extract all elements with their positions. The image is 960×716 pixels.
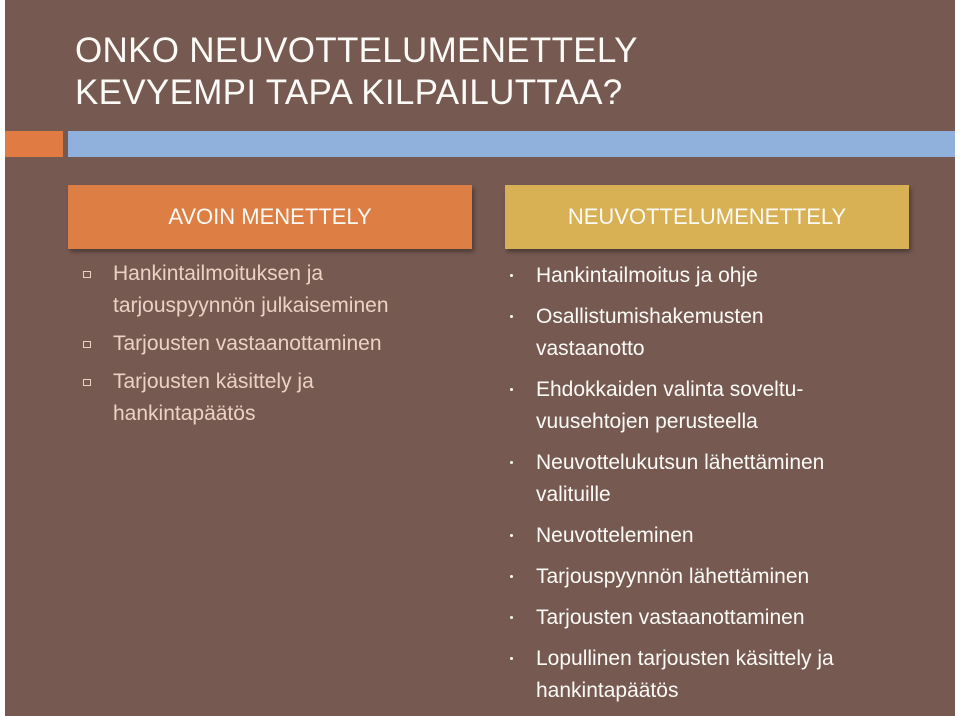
list-item (68, 258, 508, 322)
slide-title-line-1: ONKO NEUVOTTELUMENETTELY (75, 31, 638, 70)
dot-bullet-icon (510, 575, 513, 578)
square-bullet-icon (83, 341, 91, 348)
dot-bullet-icon (510, 657, 513, 660)
list-item-line: Neuvotteleminen (536, 524, 694, 547)
list-item (493, 602, 953, 634)
dot-bullet-icon (510, 388, 513, 391)
list-item-line: Hankintailmoitus ja ohje (536, 264, 758, 287)
slide-title-line-2: KEVYEMPI TAPA KILPAILUTTAA? (75, 73, 623, 112)
avoin-menettely-list (68, 258, 508, 436)
dot-bullet-icon (510, 461, 513, 464)
accent-bar-orange (5, 131, 63, 157)
list-item (493, 561, 953, 593)
list-item-line: Osallistumishakemusten (536, 305, 764, 328)
square-bullet-icon (83, 379, 91, 386)
dot-bullet-icon (510, 534, 513, 537)
dot-bullet-icon (510, 315, 513, 318)
list-item (493, 374, 953, 438)
neuvottelumenettely-header: NEUVOTTELUMENETTELY (505, 185, 909, 249)
neuvottelumenettely-list (493, 260, 953, 716)
list-item-line: Hankintailmoituksen ja (113, 262, 324, 285)
dot-bullet-icon (510, 616, 513, 619)
list-item-line: vastaanotto (536, 337, 645, 360)
list-item-line: vuusehtojen perusteella (536, 410, 758, 433)
list-item-line: hankintapäätös (113, 402, 256, 425)
list-item-line: Tarjousten vastaanottaminen (113, 332, 382, 355)
list-item-line: Tarjouspyynnön lähettäminen (536, 565, 810, 588)
list-item (493, 301, 953, 365)
list-item (493, 643, 953, 707)
list-item-line: Tarjousten vastaanottaminen (536, 606, 805, 629)
list-item-line: Lopullinen tarjousten käsittely ja (536, 647, 834, 670)
list-item-line: tarjouspyynnön julkaiseminen (113, 294, 389, 317)
list-item (493, 447, 953, 511)
square-bullet-icon (83, 271, 91, 278)
list-item-line: valituille (536, 483, 611, 506)
list-item-line: Neuvottelukutsun lähettäminen (536, 451, 825, 474)
slide-title (75, 30, 638, 114)
list-item-line: Tarjousten käsittely ja (113, 370, 314, 393)
list-item (493, 520, 953, 552)
list-item-line: Ehdokkaiden valinta soveltu- (536, 378, 804, 401)
list-item (68, 366, 508, 430)
list-item-line: hankintapäätös (536, 679, 679, 702)
accent-bar-blue (68, 131, 955, 157)
avoin-menettely-header: AVOIN MENETTELY (68, 185, 472, 249)
list-item (493, 260, 953, 292)
dot-bullet-icon (510, 274, 513, 277)
list-item (68, 328, 508, 360)
